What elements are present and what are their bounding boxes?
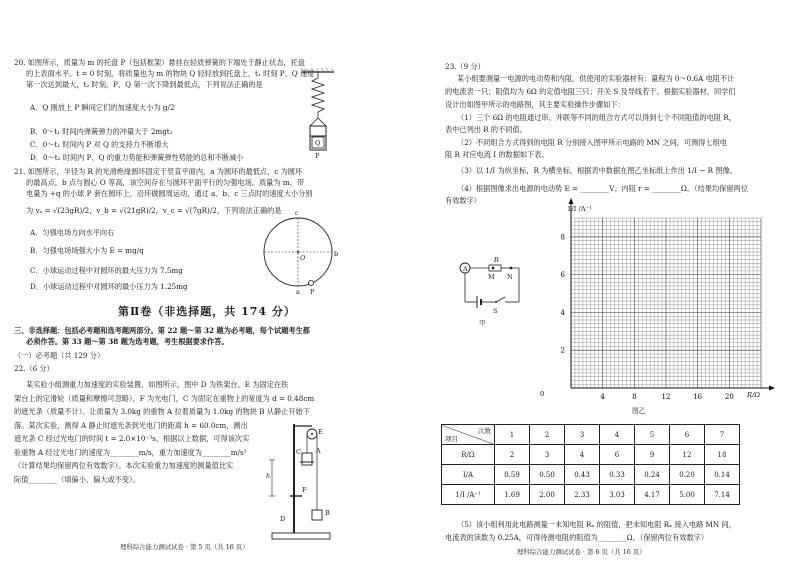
table-cell: 2.33 — [565, 485, 600, 505]
table-cell: 4.17 — [635, 485, 670, 505]
q20-option-a: A．Q 刚放上 P 瞬间它们的加速度大小为 g/2 — [30, 103, 175, 112]
q20-option-c: C．0～t₁ 时间内 P 对 Q 的支持力不断增大 — [30, 140, 169, 149]
q20-stem-line2: 的上表面水平。t = 0 时刻，将质量也为 m 的物块 Q 轻轻放到托盘上，t₁ 时刻 P、Q 速度 — [26, 69, 315, 78]
table-cell: 0.33 — [600, 465, 635, 485]
y-tick-label: 6 — [560, 271, 565, 280]
q23-step4-line2: 有效数字） — [445, 196, 481, 205]
x-tick-label: 8 — [632, 393, 637, 401]
table-cell: 5 — [635, 425, 670, 445]
q22-fig-d-label: D — [280, 515, 286, 523]
right-page-footer: 理科综合能力测试试卷 · 第 6 页（共 16 页） — [517, 548, 646, 556]
table-header-row — [442, 425, 740, 445]
q20-fig-q-label: Q — [315, 139, 321, 147]
circuit-r-label: R — [494, 256, 499, 264]
graph-origin-label: 0 — [540, 390, 545, 398]
table-cell: 6 — [600, 445, 635, 465]
q22-line5: 遮光条 C 经过光电门的时间 t = 2.0×10⁻³s，根据以上数据，可得该次实 — [14, 434, 250, 443]
table-cell: 0.24 — [635, 465, 670, 485]
table-row-label — [442, 425, 495, 445]
q23-step2-line1: （2）不同组合方式得到的电阻 R 分别接入图甲所示电路的 MN 之间，可测得七组电 — [457, 138, 727, 147]
q22-line2: 架台上的定滑轮（质量和摩擦可忽略），F 为光电门，C 为固定在重物上的宽度为 d = 0.48cm — [14, 394, 315, 403]
graph-caption: 图乙 — [632, 407, 646, 415]
left-page-footer: 理科综合能力测试试卷 · 第 5 页（共 16 页） — [120, 543, 249, 551]
table-cell: 0.59 — [495, 465, 530, 485]
table-cell: 12 — [670, 445, 705, 465]
circuit-s-label: S — [493, 307, 498, 315]
q21-stem-line4: 为 vₐ = √(23gR)/2，v_b = √(21gR)/2，v_c = √(7gR)/2，下列说法正确的是 — [26, 206, 282, 215]
q22-number: 22.（6 分） — [14, 364, 54, 373]
q23-step3: （3）以 1/I 为纵坐标，R 为横坐标，根据表中数据在图乙坐标纸上作出 1/I − R 图像。 — [457, 166, 737, 175]
table-cell: 3.03 — [600, 485, 635, 505]
q23-data-table — [441, 424, 740, 505]
q23-step5-line1: （5）该小组利用此电路测量一未知电阻 Rₓ 的阻值，把未知电阻 Rₓ 接入电路 MN 间， — [457, 520, 736, 529]
circuit-m-label: M — [488, 273, 495, 281]
q23-line1: 某小组要测量一电源的电动势和内阻。供使用的实验器材有：量程为 0～0.6A 电阻不计 — [457, 74, 735, 83]
table-cell: 2 — [495, 445, 530, 465]
q20-option-b: B．0～t₁ 时间内弹簧弹力的冲量大于 2mgt₁ — [30, 127, 173, 136]
table-cell: 4 — [565, 445, 600, 465]
x-tick-label: 12 — [661, 393, 671, 401]
table-cell: 0.43 — [565, 465, 600, 485]
table-row-inv-i — [442, 485, 740, 505]
q22-line7: （计算结果均保留两位有效数字）。本次实验重力加速度的测量值比实 — [14, 461, 234, 470]
table-cell: 0.14 — [705, 465, 740, 485]
table-cell: 2.00 — [530, 485, 565, 505]
q22-fig-h-label: h — [266, 472, 271, 480]
table-cell: 18 — [705, 445, 740, 465]
required-section-title: （一）必考题（共 129 分） — [14, 351, 105, 360]
x-axis-arrow-icon — [769, 386, 775, 391]
table-cell: 1.69 — [495, 485, 530, 505]
q21-option-b: B．匀强电场场强大小为 E = mg/q — [30, 246, 144, 255]
q23-line3: 设计出如图甲所示的电路图，其主要实验操作步骤如下： — [445, 100, 625, 109]
q23-graph-paper — [541, 208, 771, 408]
table-cell: 0.20 — [670, 465, 705, 485]
q23-step2-line2: 阻 R 对应电流 I 的数据如下表。 — [445, 150, 549, 159]
table-row-r — [442, 445, 740, 465]
q21-stem-line2: 的最高点，b 点与圆心 O 等高，该空间存在与圆环平面平行的匀强电场。质量为 m、带 — [26, 178, 305, 187]
table-cell: 0.50 — [530, 465, 565, 485]
q23-step5-line2: 电流表的读数为 0.25A，可得待测电阻的阻值为________Ω，（保留两位有效数字） — [445, 533, 709, 542]
circuit-ammeter-label: A — [463, 265, 468, 273]
part2-title: 第Ⅱ卷（非选择题，共 174 分） — [118, 305, 296, 318]
graph-x-axis-label: R/Ω — [747, 391, 761, 399]
q20-stem-line3: 第一次达到最大，t₂ 时刻，P、Q 第一次下降到最低点，下列说法正确的是 — [26, 80, 263, 89]
part2-rules-line1: 三、非选择题：包括必考题和选考题两部分。第 22 题～第 32 题为必考题，每个试题考生都 — [14, 326, 310, 335]
table-cell: 3 — [530, 445, 565, 465]
table-corner-top: 次数 — [478, 427, 491, 435]
right-page — [397, 0, 794, 563]
q21-stem-line3: 电量为 +q 的小球 P 套在圆环上，沿环做圆周运动，通过 a、b、c 三点时的速度大小分别 — [26, 189, 313, 198]
x-tick-label: 20 — [724, 393, 734, 401]
q22-fig-e-label: E — [318, 428, 323, 436]
table-row-label: 1/I /A⁻¹ — [442, 485, 495, 505]
circuit-n-label: N — [507, 273, 513, 281]
q21-fig-c-label: c — [295, 209, 299, 217]
table-cell: 3 — [565, 425, 600, 445]
q21-fig-p-label: P — [310, 288, 315, 296]
table-row-label: R/Ω — [442, 445, 495, 465]
table-row-label: I/A — [442, 465, 495, 485]
q22-fig-f-label: F — [302, 486, 307, 494]
q22-fig-b-label: B — [325, 509, 330, 517]
q21-stem-line1: 21. 如图所示，半径为 R 的光滑绝缘圆环固定于竖直平面内，a 为圆环的最低点，c 为圆环 — [14, 167, 303, 176]
table-corner-bottom: 项目 — [445, 435, 458, 443]
q22-apparatus-figure — [262, 418, 342, 548]
table-cell: 2 — [530, 425, 565, 445]
circuit-caption: 甲 — [479, 319, 486, 327]
y-tick-label: 4 — [560, 308, 565, 317]
q21-fig-o-label: O — [300, 254, 306, 262]
q22-line1: 某实验小组测重力加速度的实验装置，如图所示，图中 D 为铁架台，E 为固定在铁 — [26, 380, 289, 389]
y-tick-label: 8 — [560, 233, 565, 242]
q23-step1-line1: （1）三个 6Ω 的电阻通过串、并联等不同的组合方式可以得到七个不同阻值的电阻 R， — [457, 113, 736, 122]
table-cell: 7.14 — [705, 485, 740, 505]
table-cell: 7 — [705, 425, 740, 445]
q21-fig-a-label: a — [296, 288, 300, 296]
q20-stem-line1: 20. 如图所示，质量为 m 的托盘 P（包括框架）悬挂在轻质弹簧的下端处于静止状态，托盘 — [14, 58, 305, 67]
q20-option-d: D．0～t₂ 时间内 P、Q 的重力势能和弹簧弹性势能的总和不断减小 — [30, 153, 244, 162]
graph-y-axis-label: 1/I /A⁻¹ — [567, 205, 592, 213]
table-row-i — [442, 465, 740, 485]
q22-line4: 落。某次实验，测得 A 静止时遮光条到光电门的距离 h = 60.0cm，测出 — [14, 421, 248, 430]
x-tick-label: 4 — [600, 393, 605, 401]
q22-fig-c-label: C — [296, 448, 301, 456]
q21-option-d: D．小球运动过程中对圆环的最小压力为 1.25mg — [30, 282, 188, 291]
table-cell: 5.00 — [670, 485, 705, 505]
y-tick-label: 2 — [560, 346, 565, 355]
q20-fig-p-label: P — [315, 152, 320, 160]
x-tick-label: 16 — [693, 393, 703, 401]
table-cell: 6 — [670, 425, 705, 445]
table-cell: 1 — [495, 425, 530, 445]
part2-rules-line2: 必须作答。第 33 题～第 38 题为选考题，考生根据要求作答。 — [26, 337, 229, 346]
q21-option-a: A．匀强电场方向水平向右 — [30, 228, 115, 237]
q23-step4-line1: （4）根据图像求出电源的电动势 E = ________V；内阻 r = ________Ω。（结果均保留两位 — [457, 184, 748, 193]
q23-step1-line2: 表中已列出 R 的不同值。 — [445, 125, 527, 134]
q22-fig-a-label: A — [316, 447, 321, 455]
q21-option-c: C．小球运动过程中对圆环的最大压力为 7.5mg — [30, 266, 183, 275]
table-cell: 4 — [600, 425, 635, 445]
q22-line8: 际值________（填偏小、偏大或不变）。 — [14, 475, 140, 484]
q22-line6: 验重物 A 经过光电门的速度为________m/s，重力加速度为________m/s² — [14, 448, 247, 457]
q23-line2: 的电流表一只；阻值均为 6Ω 的定值电阻三只；开关 S 及导线若干。根据实验器材，同学们 — [445, 87, 736, 96]
q21-fig-b-label: b — [334, 250, 339, 258]
q23-circuit-figure — [459, 258, 539, 314]
q23-number: 23.（9 分） — [445, 62, 485, 71]
q22-line3: 的遮光条（质量不计）。让质量为 3.0kg 的重物 A 拉着质量为 1.0kg 的物块 B 从静止开始下 — [14, 407, 310, 416]
table-cell: 9 — [635, 445, 670, 465]
